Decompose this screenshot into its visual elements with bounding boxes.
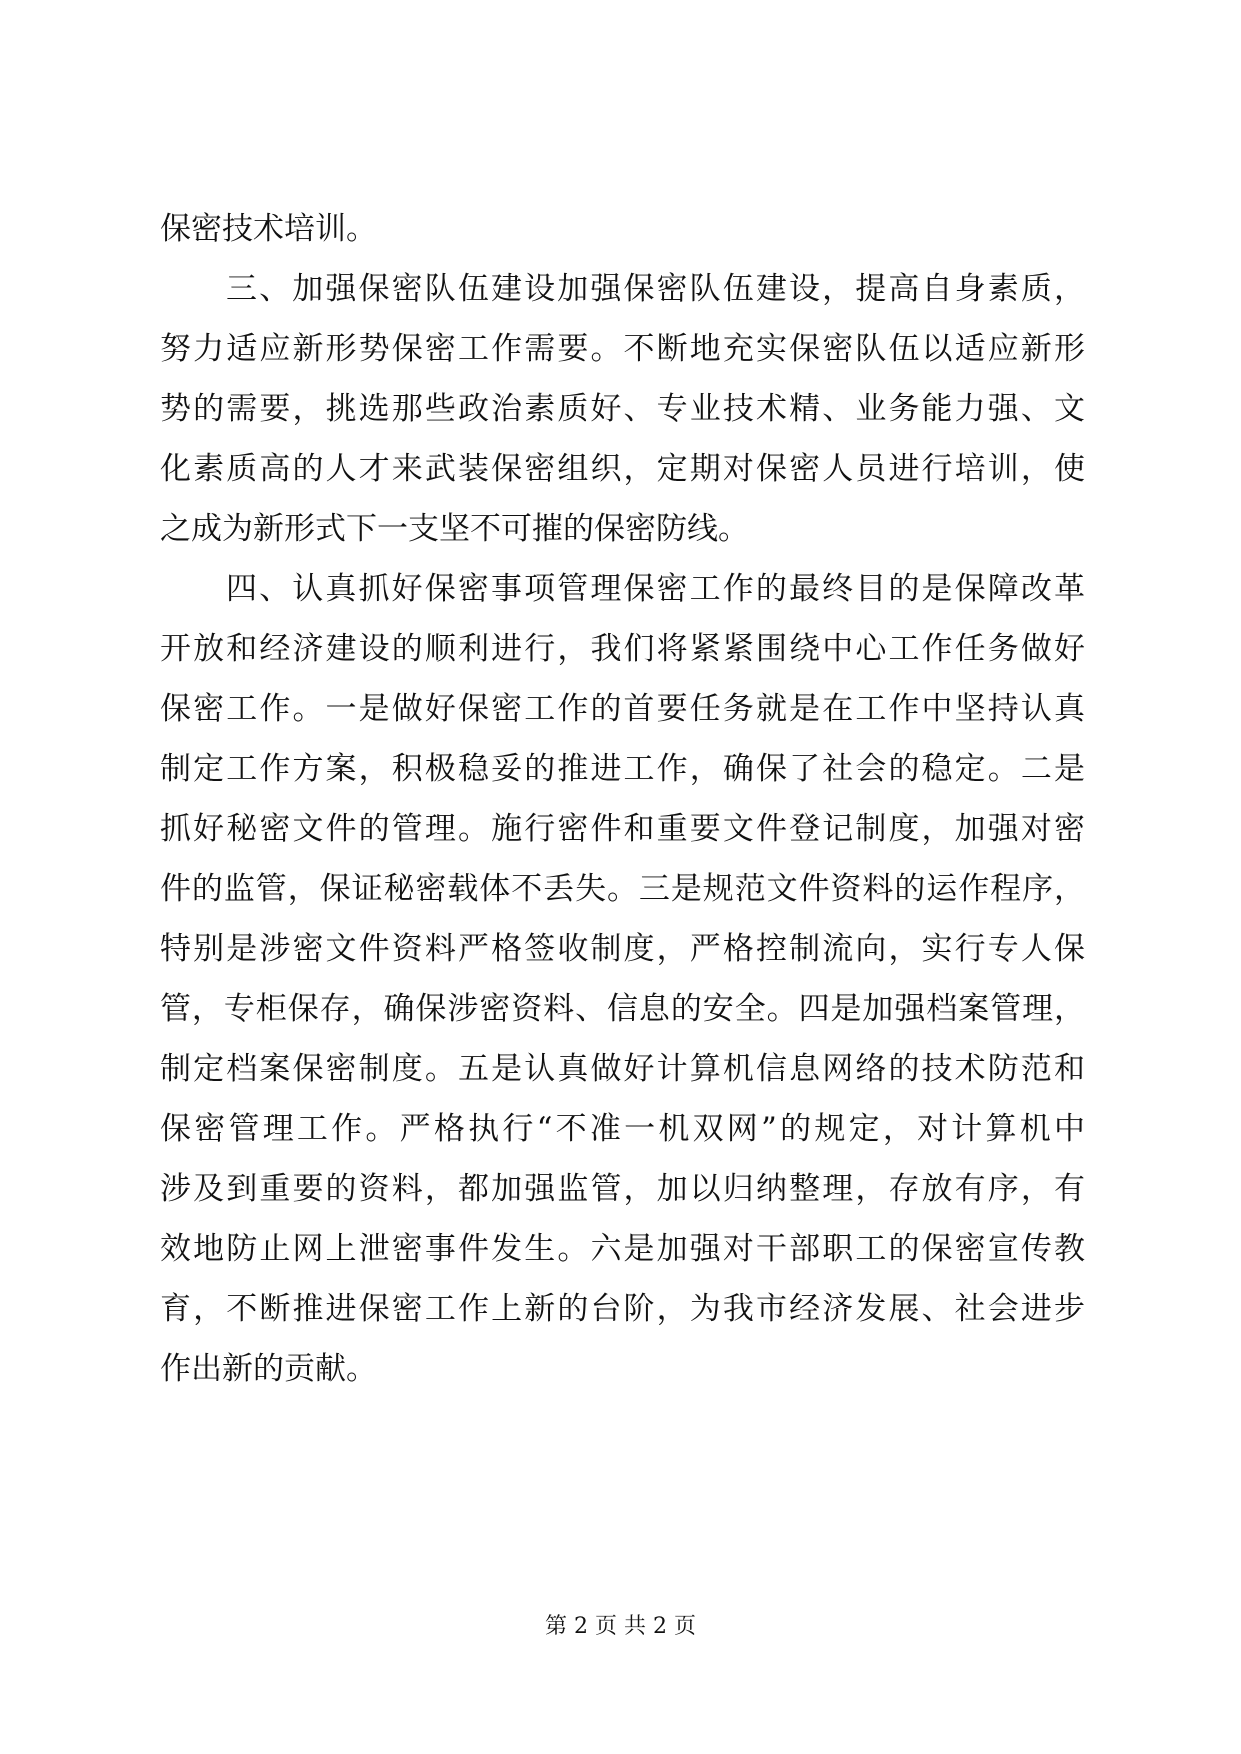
- text-line: 育，不断推进保密工作上新的台阶，为我市经济发展、社会进步: [160, 1291, 1085, 1327]
- text-line: 化素质高的人才来武装保密组织，定期对保密人员进行培训，使: [160, 451, 1085, 487]
- text-line: 件的监管，保证秘密载体不丢失。三是规范文件资料的运作程序，: [160, 871, 1085, 907]
- text-line: 保密工作。一是做好保密工作的首要任务就是在工作中坚持认真: [160, 691, 1085, 727]
- body-text: [160, 199, 1085, 1399]
- text-line: 抓好秘密文件的管理。施行密件和重要文件登记制度，加强对密: [160, 811, 1085, 847]
- text-line: 努力适应新形势保密工作需要。不断地充实保密队伍以适应新形: [160, 331, 1085, 367]
- text-line: 之成为新形式下一支坚不可摧的保密防线。: [160, 511, 749, 547]
- text-line: 管，专柜保存，确保涉密资料、信息的安全。四是加强档案管理，: [160, 991, 1085, 1027]
- text-line: 效地防止网上泄密事件发生。六是加强对干部职工的保密宣传教: [160, 1231, 1085, 1267]
- text-line: 制定工作方案，积极稳妥的推进工作，确保了社会的稳定。二是: [160, 751, 1085, 787]
- page-footer: 第 2 页 共 2 页: [545, 1614, 696, 1639]
- text-line: 特别是涉密文件资料严格签收制度，严格控制流向，实行专人保: [160, 931, 1085, 967]
- text-line: 涉及到重要的资料，都加强监管，加以归纳整理，存放有序，有: [160, 1171, 1085, 1207]
- text-line: 势的需要，挑选那些政治素质好、专业技术精、业务能力强、文: [160, 391, 1085, 427]
- text-line: 保密技术培训。: [160, 211, 377, 247]
- text-line: 保密管理工作。严格执行“不准一机双网”的规定，对计算机中: [160, 1111, 1085, 1147]
- text-line: 四、认真抓好保密事项管理保密工作的最终目的是保障改革: [226, 571, 1085, 607]
- text-line: 三、加强保密队伍建设加强保密队伍建设，提高自身素质，: [226, 271, 1085, 307]
- text-line: 制定档案保密制度。五是认真做好计算机信息网络的技术防范和: [160, 1051, 1085, 1087]
- text-line: 作出新的贡献。: [160, 1351, 377, 1387]
- text-line: 开放和经济建设的顺利进行，我们将紧紧围绕中心工作任务做好: [160, 631, 1085, 667]
